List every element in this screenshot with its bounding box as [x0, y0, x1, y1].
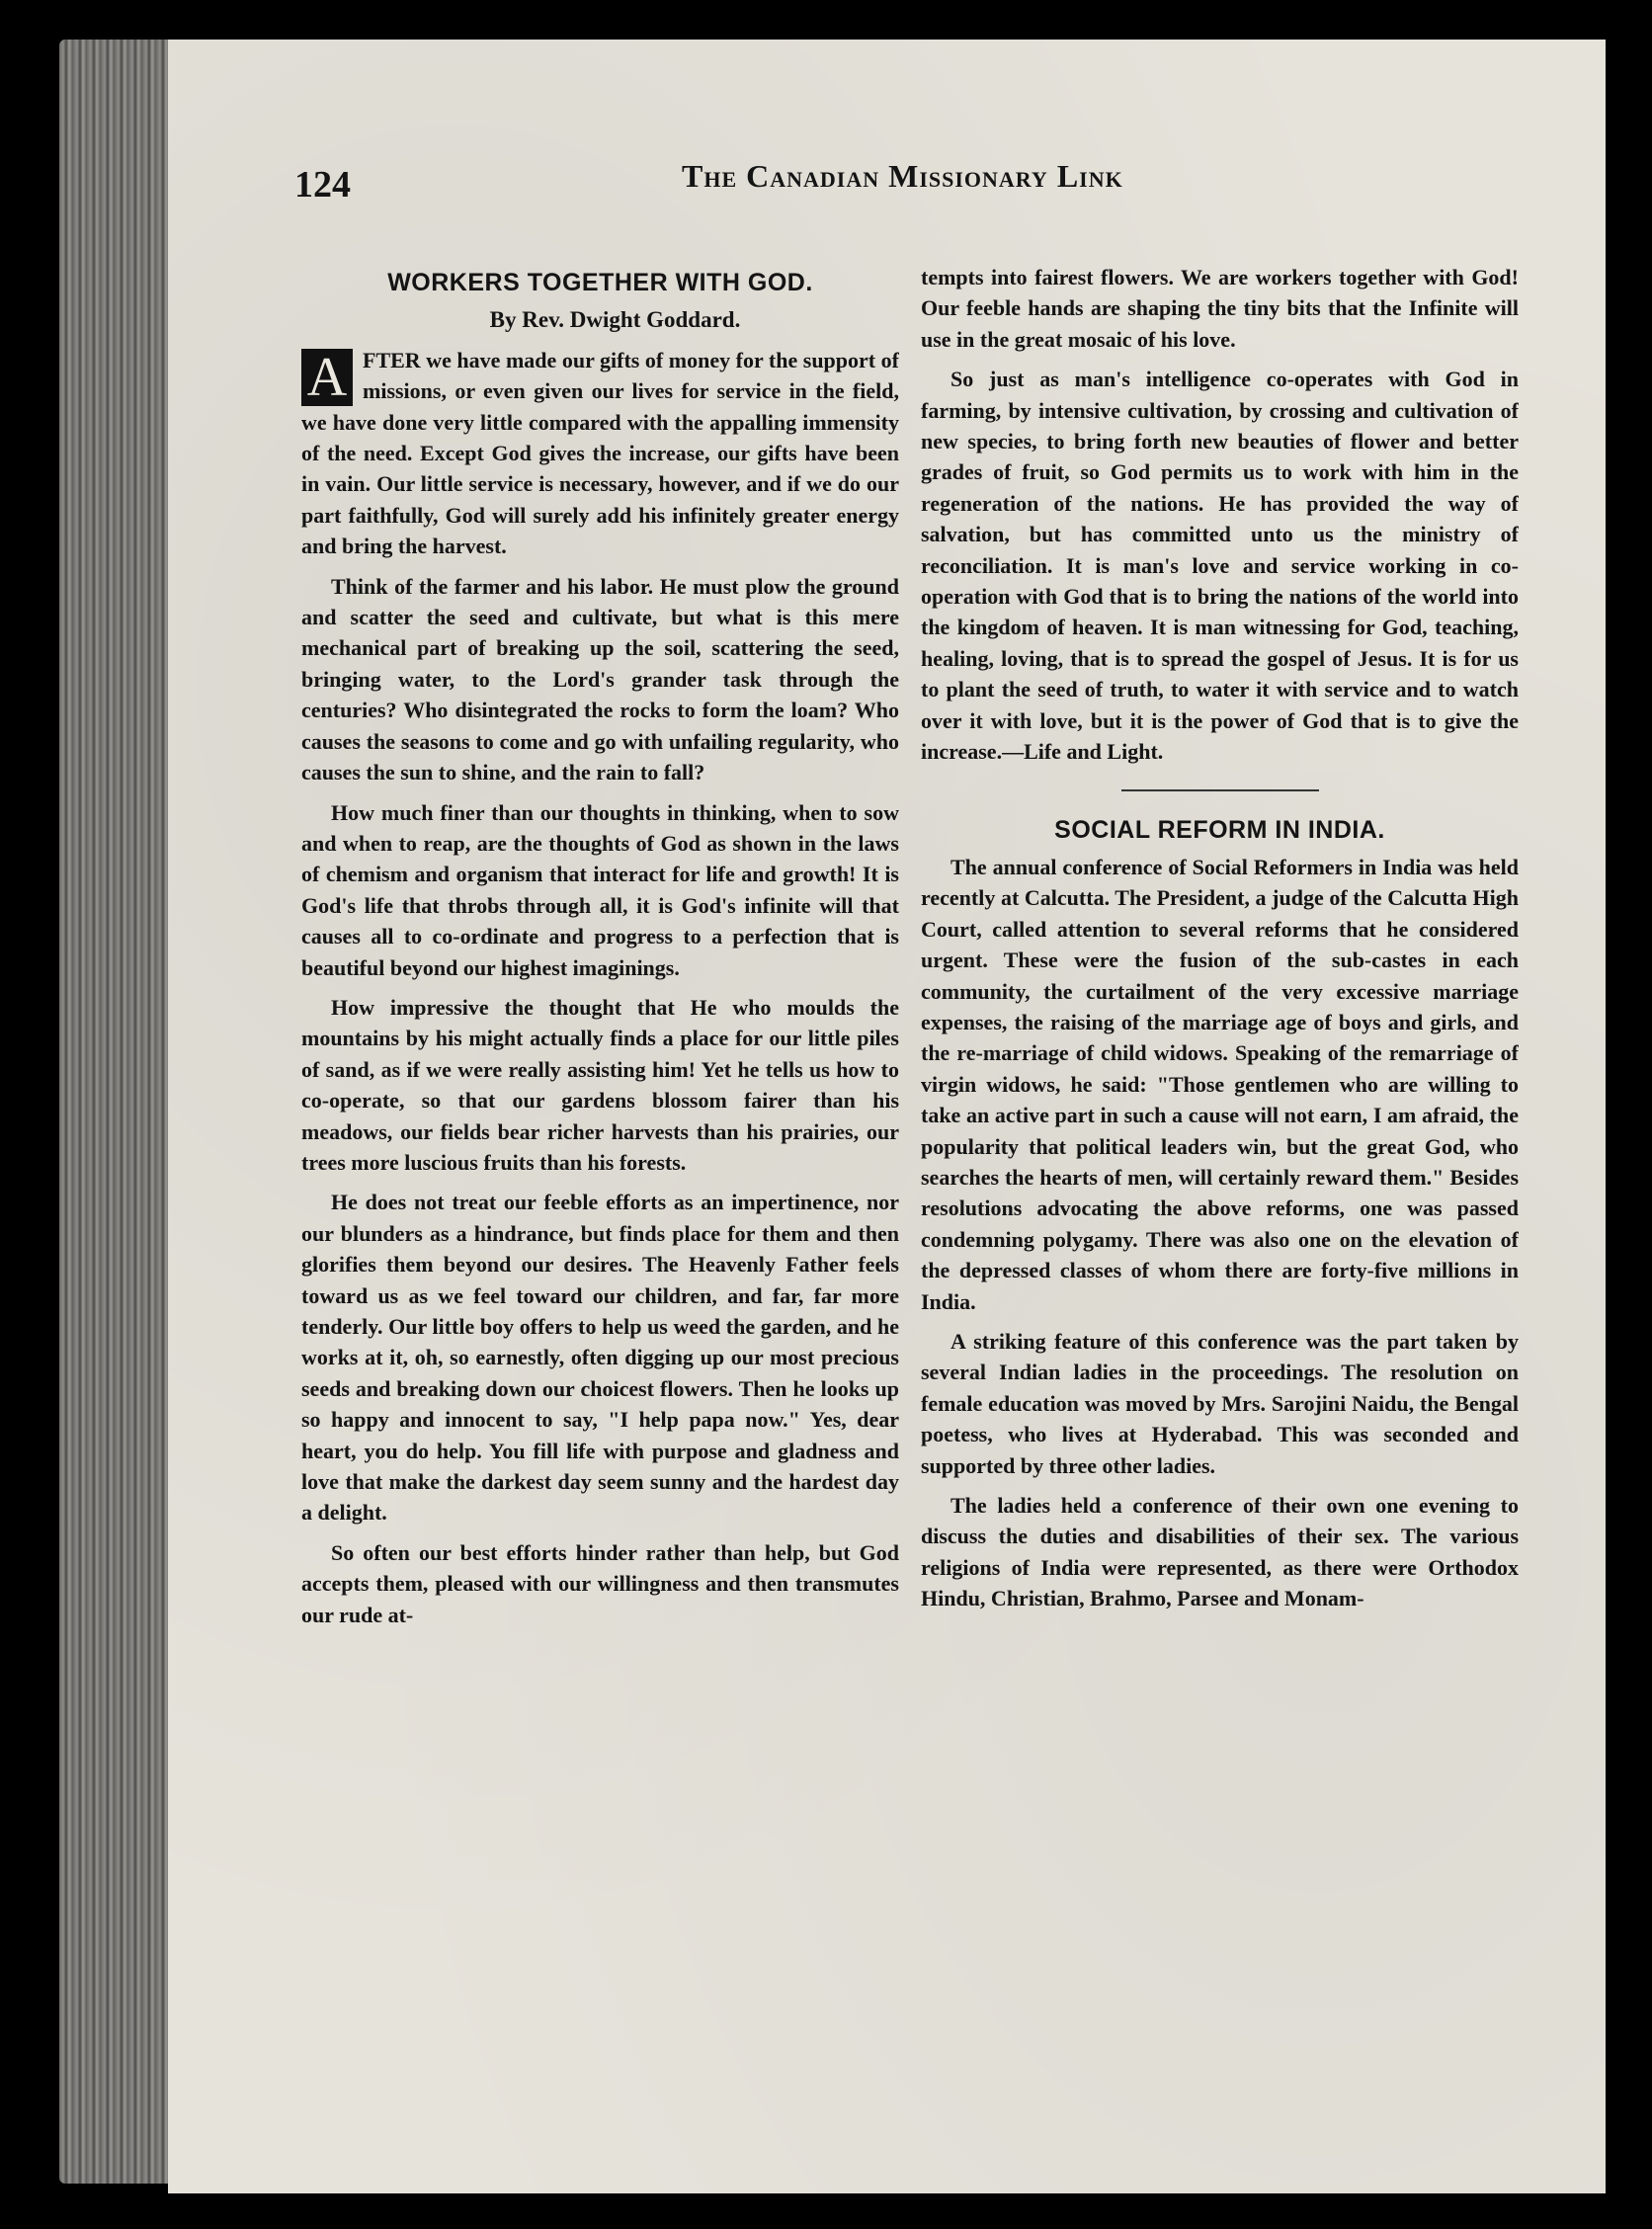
paragraph: The annual conference of Social Reformers in India was held recently at Calcutta. The President, a judge of the Calcutta High Court, called attention to several reforms that he considered urgent. These were the fusion of the sub-castes in each community, the curtailment of the very excessive marriage expenses, the raising of the marriage age of boys and girls, and the re-marriage of child widows. Speaking of the remarriage of virgin widows, he said: "Those gentlemen who are willing to take an active part in such a cause will not earn, I am afraid, the popularity that political leaders win, but the great God, who searches the hearts of men, will certainly reward them." Besides resolutions advocating the above reforms, one was passed condemning polygamy. There was also one on the elevation of the depressed classes of whom there are forty-five millions in India. [921, 854, 1519, 1314]
running-head: The Canadian Missionary Link [682, 158, 1123, 194]
drop-cap: A [301, 349, 353, 406]
paragraph: How impressive the thought that He who moulds the mountains by his might actually finds a place for our little piles of sand, as if we were really assisting him! Yet he tells us how to co-operate, so that our gardens blossom fairer than his meadows, our fields bear richer harvests than his prairies, our trees more luscious fruits than his forests. [301, 994, 899, 1175]
first-paragraph-text: FTER we have made our gifts of money for the support of missions, or even given our lives for service in the field, we have done very little compared with the appalling immensity of the need. Except God gives the increase, our gifts have been in vain. Our little service is necessary, however, and if we do our part faithfully, God will surely add his infinitely greater energy and bring the harvest. [301, 347, 899, 559]
paragraph: The ladies held a conference of their own one evening to discuss the duties and disabilities of their sex. The various religions of India were represented, as there were Orthodox Hindu, Christian, Brahmo, Parsee and Monam- [921, 1493, 1519, 1611]
paragraph: How much finer than our thoughts in thinking, when to sow and when to reap, are the thoughts of God as shown in the laws of chemism and organism that interact for life and growth! It is God's life that throbs through all, it is God's infinite will that causes all to co-ordinate and progress to a perfection that is beautiful beyond our highest imaginings. [301, 799, 899, 980]
paragraph: So just as man's intelligence co-operates with God in farming, by intensive cultivation, by crossing and cultivation of new species, to bring forth new beauties of flower and better grades of fruit, so God permits us to work with him in the regeneration of the nations. He has provided the way of salvation, but has committed unto us the ministry of reconciliation. It is man's love and service working in co-operation with God that is to bring the nations of the world into the kingdom of heaven. It is man witnessing for God, teaching, healing, loving, that is to spread the gospel of Jesus. It is for us to plant the seed of truth, to water it with service and to watch over it with love, but it is the power of God that is to give the increase.—Life and Light. [921, 367, 1519, 765]
paragraph-continued: tempts into fairest flowers. We are workers together with God! Our feeble hands are shaping the tiny bits that the Infinite will use in the great mosaic of his love. [921, 265, 1519, 352]
article-title-social-reform: SOCIAL REFORM IN INDIA. [1054, 815, 1385, 844]
paragraph: Think of the farmer and his labor. He must plow the ground and scatter the seed and cultivate, but what is this mere mechanical part of breaking up the soil, scattering the seed, bringing water, to the Lord's grander task through the centuries? Who disintegrated the rocks to form the loam? Who causes the seasons to come and go with unfailing regularity, who causes the sun to shine, and the rain to fall? [301, 573, 899, 785]
paragraph: So often our best efforts hinder rather than help, but God accepts them, pleased with our willingness and then transmutes our rude at- [301, 1539, 899, 1627]
left-column [301, 262, 899, 2109]
page-number: 124 [294, 164, 351, 206]
first-paragraph [301, 345, 899, 562]
article-title-workers: WORKERS TOGETHER WITH GOD. [387, 269, 813, 296]
byline: By Rev. Dwight Goddard. [489, 307, 741, 333]
magazine-page [168, 40, 1606, 2193]
section-divider [1121, 789, 1319, 791]
paragraph: A striking feature of this conference was the part taken by several Indian ladies in the proceedings. The resolution on female education was moved by Mrs. Sarojini Naidu, the Bengal poetess, who lives at Hyderabad. This was seconded and supported by three other ladies. [921, 1329, 1519, 1478]
paragraph: He does not treat our feeble efforts as an impertinence, nor our blunders as a hindrance, but finds place for them and then glorifies them beyond our desires. The Heavenly Father feels toward us as we feel toward our children, and far, far more tenderly. Our little boy offers to help us weed the garden, and he works at it, oh, so earnestly, often digging up our most precious seeds and breaking down our choicest flowers. Then he looks up so happy and innocent to say, "I help papa now." Yes, dear heart, you do help. You fill life with purpose and gladness and love that make the darkest day seem sunny and the hardest day a delight. [301, 1190, 899, 1526]
right-column [921, 262, 1519, 2109]
